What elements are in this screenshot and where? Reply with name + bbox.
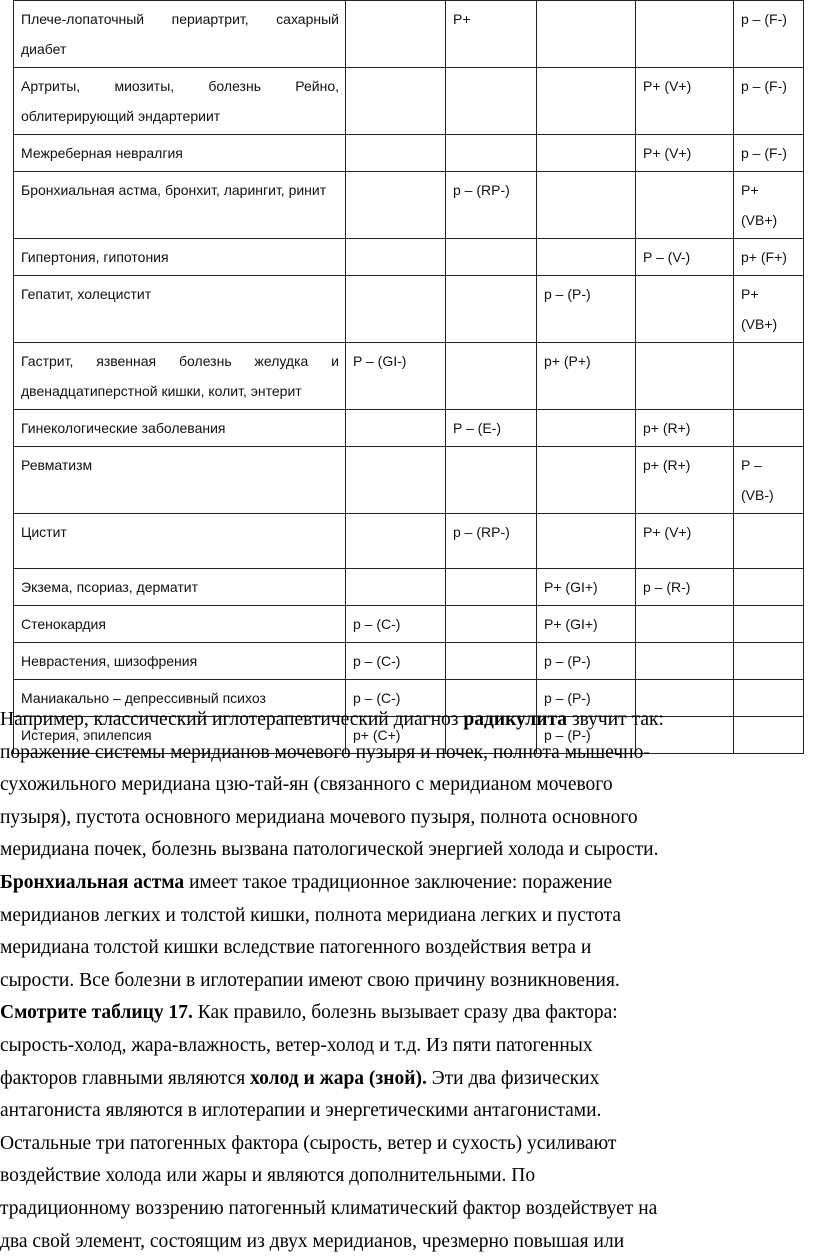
text-line: сырость-холод, жара-влажность, ветер-холод и т.д. Из пяти патогенных — [0, 1030, 816, 1063]
meridian-cell — [346, 569, 446, 606]
meridian-cell — [636, 343, 734, 410]
text-line: сырости. Все болезни в иглотерапии имеют свою причину возникновения. — [0, 965, 816, 998]
meridian-cell — [537, 239, 636, 276]
meridian-cell — [346, 239, 446, 276]
meridian-cell: p – (P-) — [537, 680, 636, 717]
meridian-cell — [636, 1, 734, 68]
meridian-cell — [537, 514, 636, 569]
meridian-cell — [346, 172, 446, 239]
meridian-cell: p – (C-) — [346, 680, 446, 717]
bold-term: Бронхиальная астма — [0, 872, 184, 893]
meridian-cell: P+ — [446, 1, 537, 68]
meridian-cell — [446, 606, 537, 643]
meridian-cell — [734, 569, 804, 606]
text-line: два свой элемент, состоящим из двух меридианов, чрезмерно повышая или — [0, 1226, 816, 1258]
meridian-cell — [734, 514, 804, 569]
meridian-cell: p – (RP-) — [446, 514, 537, 569]
meridian-cell: p – (C-) — [346, 606, 446, 643]
meridian-cell — [446, 239, 537, 276]
table-row — [14, 569, 804, 606]
text-line: воздействие холода или жары и являются дополнительными. По — [0, 1160, 816, 1193]
meridian-cell: P+ (V+) — [636, 135, 734, 172]
meridian-cell: P+ (GI+) — [537, 606, 636, 643]
meridian-cell: P+ (GI+) — [537, 569, 636, 606]
text-line: меридианов легких и толстой кишки, полнота меридиана легких и пустота — [0, 900, 816, 933]
table-row — [14, 606, 804, 643]
meridian-cell — [346, 410, 446, 447]
table-row — [14, 343, 804, 410]
diagnosis-cell: Гинекологические заболевания — [14, 410, 346, 447]
text-line: меридиана толстой кишки вследствие патогенного воздействия ветра и — [0, 932, 816, 965]
table-row — [14, 276, 804, 343]
diagnosis-cell: Плече-лопаточный периартрит, сахарный диабет — [14, 1, 346, 68]
table-row — [14, 68, 804, 135]
text-line: Смотрите таблицу 17. Как правило, болезнь вызывает сразу два фактора: — [0, 997, 816, 1030]
meridian-cell — [636, 606, 734, 643]
meridian-cell — [537, 410, 636, 447]
diagnosis-cell: Гипертония, гипотония — [14, 239, 346, 276]
meridian-cell: p+ (R+) — [636, 410, 734, 447]
table-row — [14, 239, 804, 276]
meridian-cell — [537, 135, 636, 172]
meridian-cell: P – (E-) — [446, 410, 537, 447]
meridian-cell: p+ (F+) — [734, 239, 804, 276]
text-line: Например, классический иглотерапевтический диагноз радикулита звучит так: — [0, 704, 816, 737]
meridian-cell: P+ (VB+) — [734, 172, 804, 239]
meridian-cell — [537, 447, 636, 514]
bold-term: холод и жара (зной). — [250, 1068, 427, 1089]
diagnosis-cell: Гепатит, холецистит — [14, 276, 346, 343]
diagnosis-cell: Неврастения, шизофрения — [14, 643, 346, 680]
meridian-cell: P – (V-) — [636, 239, 734, 276]
diagnosis-cell: Артриты, миозиты, болезнь Рейно, облитерирующий эндартериит — [14, 68, 346, 135]
meridian-cell — [734, 606, 804, 643]
bold-term: радикулита — [463, 709, 567, 730]
meridian-cell: P – (GI-) — [346, 343, 446, 410]
text-line: антагониста являются в иглотерапии и энергетическими антагонистами. — [0, 1095, 816, 1128]
meridian-cell — [446, 569, 537, 606]
meridian-cell: P+ (V+) — [636, 514, 734, 569]
meridian-cell — [346, 514, 446, 569]
table-row — [14, 643, 804, 680]
table-body — [14, 1, 804, 754]
meridian-cell — [446, 276, 537, 343]
meridian-cell — [636, 172, 734, 239]
meridian-cell: P – (VB-) — [734, 447, 804, 514]
meridian-cell — [346, 68, 446, 135]
meridian-cell — [734, 643, 804, 680]
meridian-cell — [537, 1, 636, 68]
table-row — [14, 447, 804, 514]
meridian-cell — [636, 276, 734, 343]
meridian-cell: p – (P-) — [537, 717, 636, 754]
meridian-cell — [446, 135, 537, 172]
text-line: меридиана почек, болезнь вызвана патологической энергией холода и сырости. — [0, 834, 816, 867]
meridian-cell — [537, 172, 636, 239]
meridian-cell: p – (F-) — [734, 135, 804, 172]
meridian-cell — [446, 447, 537, 514]
diagnosis-cell: Межреберная невралгия — [14, 135, 346, 172]
text-line: факторов главными являются холод и жара (зной). Эти два физических — [0, 1063, 816, 1096]
meridian-cell — [537, 68, 636, 135]
meridian-cell — [446, 643, 537, 680]
meridian-cell: P+ (VB+) — [734, 276, 804, 343]
meridian-cell — [346, 135, 446, 172]
meridian-cell: p – (R-) — [636, 569, 734, 606]
text-line: пузыря), пустота основного меридиана мочевого пузыря, полнота основного — [0, 802, 816, 835]
meridian-cell: p – (P-) — [537, 643, 636, 680]
diagnosis-cell: Цистит — [14, 514, 346, 569]
meridian-cell: P+ (V+) — [636, 68, 734, 135]
table-row — [14, 135, 804, 172]
meridian-cell — [734, 343, 804, 410]
meridian-cell — [446, 68, 537, 135]
meridian-cell — [346, 1, 446, 68]
meridian-cell — [346, 447, 446, 514]
text-line: Остальные три патогенных фактора (сырость, ветер и сухость) усиливают — [0, 1128, 816, 1161]
meridian-table — [13, 0, 804, 754]
meridian-cell: p – (C-) — [346, 643, 446, 680]
meridian-cell — [636, 643, 734, 680]
diagnosis-cell: Бронхиальная астма, бронхит, ларингит, ринит — [14, 172, 346, 239]
table-reference: Смотрите таблицу 17. — [0, 1002, 193, 1023]
meridian-cell: p – (RP-) — [446, 172, 537, 239]
table-row — [14, 1, 804, 68]
meridian-cell: p – (F-) — [734, 1, 804, 68]
diagnosis-cell: Ревматизм — [14, 447, 346, 514]
text-line: Бронхиальная астма имеет такое традиционное заключение: поражение — [0, 867, 816, 900]
diagnosis-cell: Истерия, эпилепсия — [14, 717, 346, 754]
meridian-cell: p+ (R+) — [636, 447, 734, 514]
meridian-cell — [446, 343, 537, 410]
table-row — [14, 172, 804, 239]
diagnosis-cell: Гастрит, язвенная болезнь желудка и двенадцатиперстной кишки, колит, энтерит — [14, 343, 346, 410]
meridian-cell — [346, 276, 446, 343]
diagnosis-cell: Экзема, псориаз, дерматит — [14, 569, 346, 606]
meridian-cell — [734, 410, 804, 447]
meridian-cell: p – (P-) — [537, 276, 636, 343]
diagnosis-cell: Маниакально – депрессивный психоз — [14, 680, 346, 717]
meridian-cell: p+ (P+) — [537, 343, 636, 410]
text-line: традиционному воззрению патогенный климатический фактор воздействует на — [0, 1193, 816, 1226]
meridian-cell: p+ (C+) — [346, 717, 446, 754]
text-line: поражение системы меридианов мочевого пузыря и почек, полнота мышечно- — [0, 737, 816, 770]
table-row — [14, 514, 804, 569]
text-line: сухожильного меридиана цзю-тай-ян (связанного с меридианом мочевого — [0, 769, 816, 802]
meridian-cell: p – (F-) — [734, 68, 804, 135]
table-row — [14, 410, 804, 447]
diagnosis-cell: Стенокардия — [14, 606, 346, 643]
body-text — [0, 704, 816, 1258]
